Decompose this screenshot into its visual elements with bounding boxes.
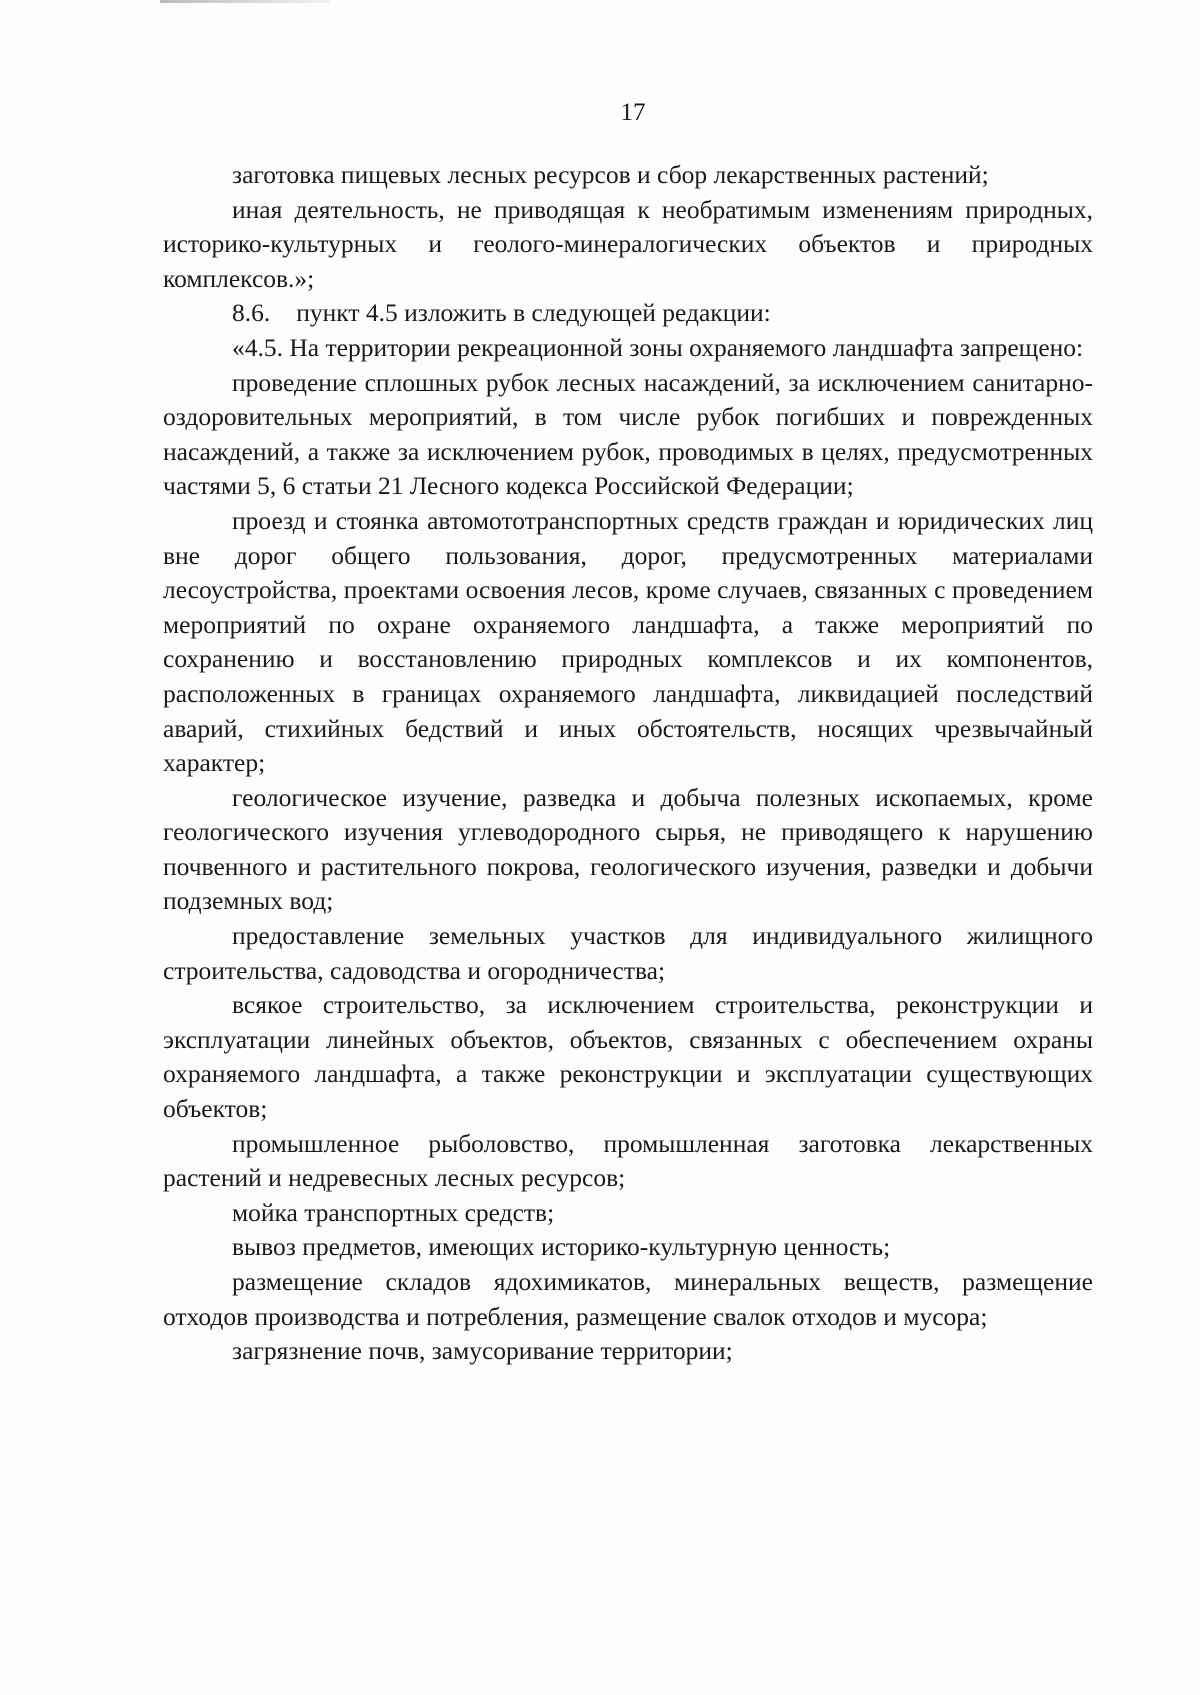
numbered-paragraph	[163, 296, 1093, 331]
scan-artifact	[160, 0, 330, 3]
paragraph: размещение складов ядохимикатов, минеральных веществ, размещение отходов производства и потребления, размещение свалок отходов и мусора;	[163, 1267, 1093, 1331]
paragraph: мойка транспортных средств;	[232, 1197, 555, 1227]
item-number: 8.6.	[232, 298, 271, 328]
page-number: 17	[620, 99, 646, 126]
paragraph: проведение сплошных рубок лесных насаждений, за исключением санитарно-оздоровительных мероприятий, в том числе рубок погибших и поврежденных насаждений, а также за исключением рубок, проводимых в целях, предусмотренных частями 5, 6 статьи 21 Лесного кодекса Российской Федерации;	[163, 367, 1093, 501]
paragraph: проезд и стоянка автомототранспортных средств граждан и юридических лиц вне дорог общего пользования, дорог, предусмотренных материалами лесоустройства, проектами освоения лесов, кроме случаев, связанных с проведением мероприятий по охране охраняемого ландшафта, а также мероприятий по сохранению и восстановлению природных комплексов и их компонентов, расположенных в границах охраняемого ландшафта, ликвидацией последствий аварий, стихийных бедствий и иных обстоятельств, носящих чрезвычайный характер;	[163, 505, 1093, 778]
paragraph: вывоз предметов, имеющих историко-культурную ценность;	[232, 1232, 891, 1262]
paragraph: «4.5. На территории рекреационной зоны охраняемого ландшафта запрещено:	[232, 332, 1084, 362]
paragraph: иная деятельность, не приводящая к необратимым изменениям природных, историко-культурных и геолого-минералогических объектов и природных комплексов.»;	[163, 194, 1093, 293]
paragraph: заготовка пищевых лесных ресурсов и сбор лекарственных растений;	[232, 160, 989, 189]
paragraph: геологическое изучение, разведка и добыча полезных ископаемых, кроме геологического изучения углеводородного сырья, не приводящего к нарушению почвенного и растительного покрова, геологического изучения, разведки и добычи подземных вод;	[163, 782, 1093, 916]
paragraph: предоставление земельных участков для индивидуального жилищного строительства, садоводства и огородничества;	[163, 921, 1093, 985]
paragraph: промышленное рыболовство, промышленная заготовка лекарственных растений и недревесных лесных ресурсов;	[163, 1128, 1093, 1193]
document-body	[163, 158, 1093, 1369]
paragraph-text: пункт 4.5 изложить в следующей редакции:	[296, 298, 771, 328]
paragraph: всякое строительство, за исключением строительства, реконструкции и эксплуатации линейных объектов, объектов, связанных с обеспечением охраны охраняемого ландшафта, а также реконструкции и эксплуатации существующих объектов;	[163, 990, 1093, 1124]
paragraph: загрязнение почв, замусоривание территории;	[232, 1336, 733, 1366]
